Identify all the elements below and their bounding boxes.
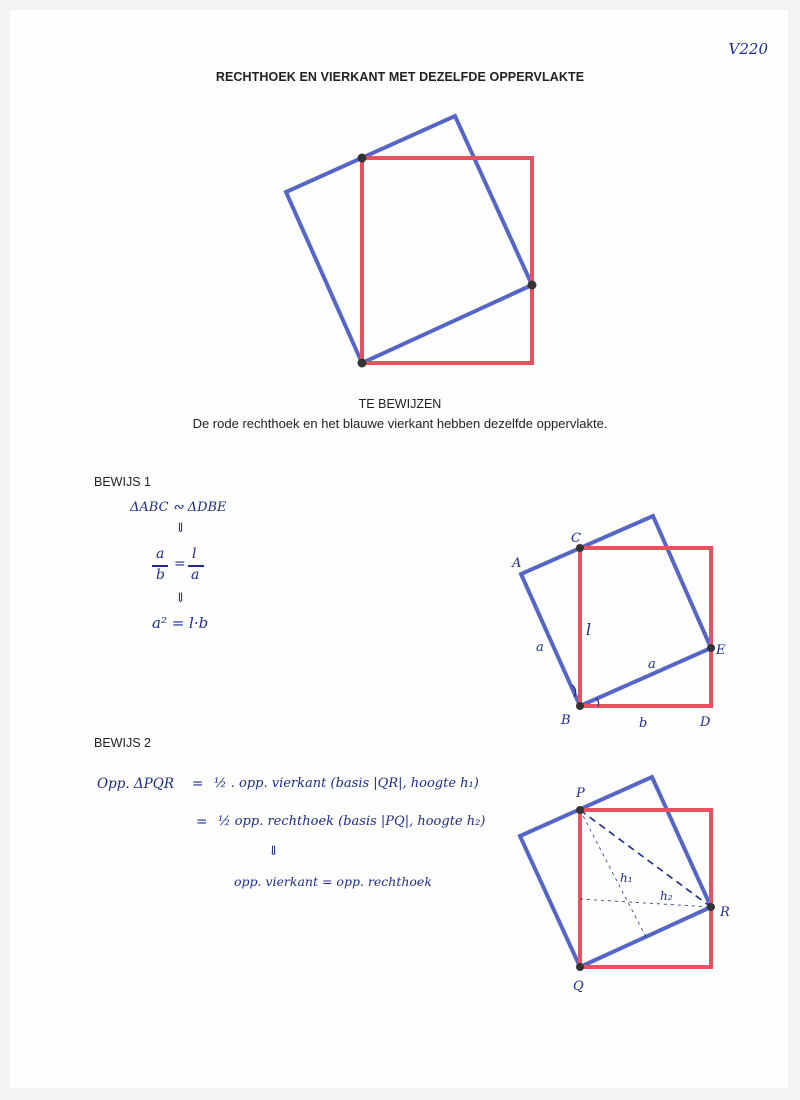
bewijs1-arrow-1: ⇓ [175,521,186,536]
label-A: A [512,556,522,571]
bewijs1-similarity: ΔABC ∾ ΔDBE [130,500,227,515]
blue-square-fig2 [520,777,711,967]
label-C: C [571,531,581,546]
label-a-side: a [536,640,544,655]
document-code: V220 [728,40,768,58]
label-E: E [716,643,726,658]
frac-right-denominator: a [191,567,200,583]
label-B: B [561,713,571,728]
bewijs2-eq2: = [196,814,208,830]
label-P: P [576,786,585,801]
label-D: D [700,715,711,730]
label-l: l [586,620,592,639]
label-R: R [720,905,730,920]
document-title: RECHTHOEK EN VIERKANT MET DEZELFDE OPPERVLAKTE [215,70,585,84]
bewijs1-arrow-2: ⇓ [175,591,186,606]
frac-left-numerator: a [156,546,165,562]
vertex-dot [576,806,584,814]
height-h1 [580,810,646,937]
bewijs2-heading: BEWIJS 2 [94,736,151,750]
label-a-base: a [648,657,656,672]
bewijs2-eq1: = [192,776,204,792]
label-Q: Q [573,979,584,994]
side-PR-dashed [580,810,711,907]
proportion-equals: = [174,556,186,572]
bewijs1-heading: BEWIJS 1 [94,475,151,489]
bewijs2-lhs: Opp. ΔPQR [97,776,174,792]
red-rectangle-fig2 [580,810,711,967]
frac-left-denominator: b [156,567,165,583]
te-bewijzen-statement: De rode rechthoek en het blauwe vierkant hebben dezelfde oppervlakte. [192,416,608,431]
bewijs2-rhs2: ½ opp. rechthoek (basis |PQ|, hoogte h₂) [218,814,486,829]
vertex-dot [707,903,715,911]
bewijs1-result: a² = l·b [152,614,209,632]
label-b: b [639,716,648,731]
label-h2: h₂ [660,889,673,903]
bewijs2-arrow: ⇓ [268,844,279,859]
label-h1: h₁ [620,871,633,885]
height-h2 [580,899,711,907]
bewijs2-rhs1: ½ . opp. vierkant (basis |QR|, hoogte h₁) [214,776,479,791]
frac-right-numerator: l [192,546,197,562]
bewijs2-conclusion: opp. vierkant = opp. rechthoek [234,874,432,889]
vertex-dot [576,963,584,971]
te-bewijzen-heading: TE BEWIJZEN [358,397,442,411]
